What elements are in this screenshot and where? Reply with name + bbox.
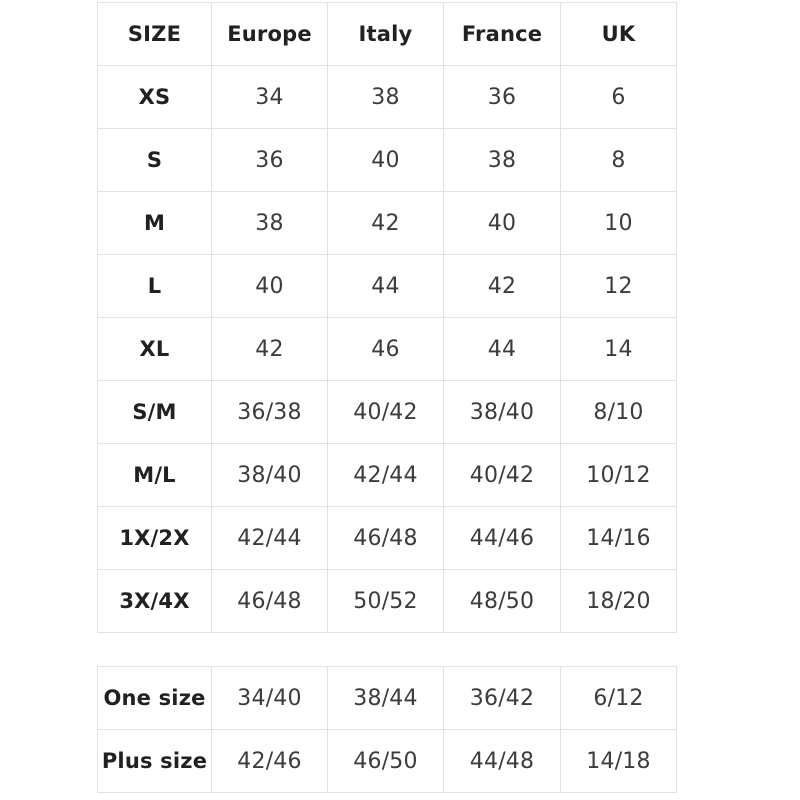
- table-row: [98, 66, 677, 129]
- table-cell: 46/48: [328, 507, 444, 570]
- row-label: One size: [98, 667, 212, 730]
- table-cell: 6/12: [561, 667, 677, 730]
- table-cell: 6: [561, 66, 677, 129]
- table-cell: 38: [328, 66, 444, 129]
- table-row: [98, 381, 677, 444]
- table-cell: 42/44: [212, 507, 328, 570]
- table-cell: 10: [561, 192, 677, 255]
- table-cell: 46: [328, 318, 444, 381]
- table-cell: 38/40: [212, 444, 328, 507]
- table-cell: 38: [444, 129, 561, 192]
- table-cell: 8: [561, 129, 677, 192]
- table-cell: 38/40: [444, 381, 561, 444]
- main-size-table: [97, 2, 677, 633]
- table-cell: 46/48: [212, 570, 328, 633]
- table-row: [98, 255, 677, 318]
- table-cell: 42: [212, 318, 328, 381]
- table-cell: 44: [444, 318, 561, 381]
- table-cell: 40/42: [328, 381, 444, 444]
- table-cell: 14/18: [561, 730, 677, 793]
- row-label: M/L: [98, 444, 212, 507]
- table-cell: 48/50: [444, 570, 561, 633]
- table-row: [98, 192, 677, 255]
- table-cell: 42/44: [328, 444, 444, 507]
- table-cell: 40: [444, 192, 561, 255]
- header-row: [98, 3, 677, 66]
- table-cell: 10/12: [561, 444, 677, 507]
- table-cell: 42: [328, 192, 444, 255]
- size-chart: [97, 2, 676, 793]
- table-cell: 18/20: [561, 570, 677, 633]
- row-label: L: [98, 255, 212, 318]
- table-cell: 14/16: [561, 507, 677, 570]
- row-label: 1X/2X: [98, 507, 212, 570]
- table-cell: 8/10: [561, 381, 677, 444]
- table-cell: 40/42: [444, 444, 561, 507]
- table-cell: 38: [212, 192, 328, 255]
- table-cell: 14: [561, 318, 677, 381]
- column-header-uk: UK: [561, 3, 677, 66]
- table-cell: 42: [444, 255, 561, 318]
- row-label: S/M: [98, 381, 212, 444]
- table-cell: 34/40: [212, 667, 328, 730]
- table-row: [98, 444, 677, 507]
- table-cell: 40: [328, 129, 444, 192]
- table-cell: 50/52: [328, 570, 444, 633]
- table-row: [98, 129, 677, 192]
- secondary-size-table: [97, 666, 677, 793]
- table-cell: 36/38: [212, 381, 328, 444]
- table-cell: 44/48: [444, 730, 561, 793]
- table-cell: 36/42: [444, 667, 561, 730]
- table-row: [98, 507, 677, 570]
- table-row: [98, 667, 677, 730]
- table-cell: 44: [328, 255, 444, 318]
- table-cell: 36: [212, 129, 328, 192]
- table-row: [98, 570, 677, 633]
- row-label: M: [98, 192, 212, 255]
- table-cell: 40: [212, 255, 328, 318]
- table-cell: 34: [212, 66, 328, 129]
- column-header-france: France: [444, 3, 561, 66]
- row-label: 3X/4X: [98, 570, 212, 633]
- column-header-size: SIZE: [98, 3, 212, 66]
- table-cell: 38/44: [328, 667, 444, 730]
- table-cell: 36: [444, 66, 561, 129]
- row-label: S: [98, 129, 212, 192]
- table-row: [98, 730, 677, 793]
- row-label: Plus size: [98, 730, 212, 793]
- table-cell: 12: [561, 255, 677, 318]
- table-cell: 46/50: [328, 730, 444, 793]
- column-header-europe: Europe: [212, 3, 328, 66]
- table-cell: 44/46: [444, 507, 561, 570]
- column-header-italy: Italy: [328, 3, 444, 66]
- row-label: XL: [98, 318, 212, 381]
- row-label: XS: [98, 66, 212, 129]
- table-row: [98, 318, 677, 381]
- table-cell: 42/46: [212, 730, 328, 793]
